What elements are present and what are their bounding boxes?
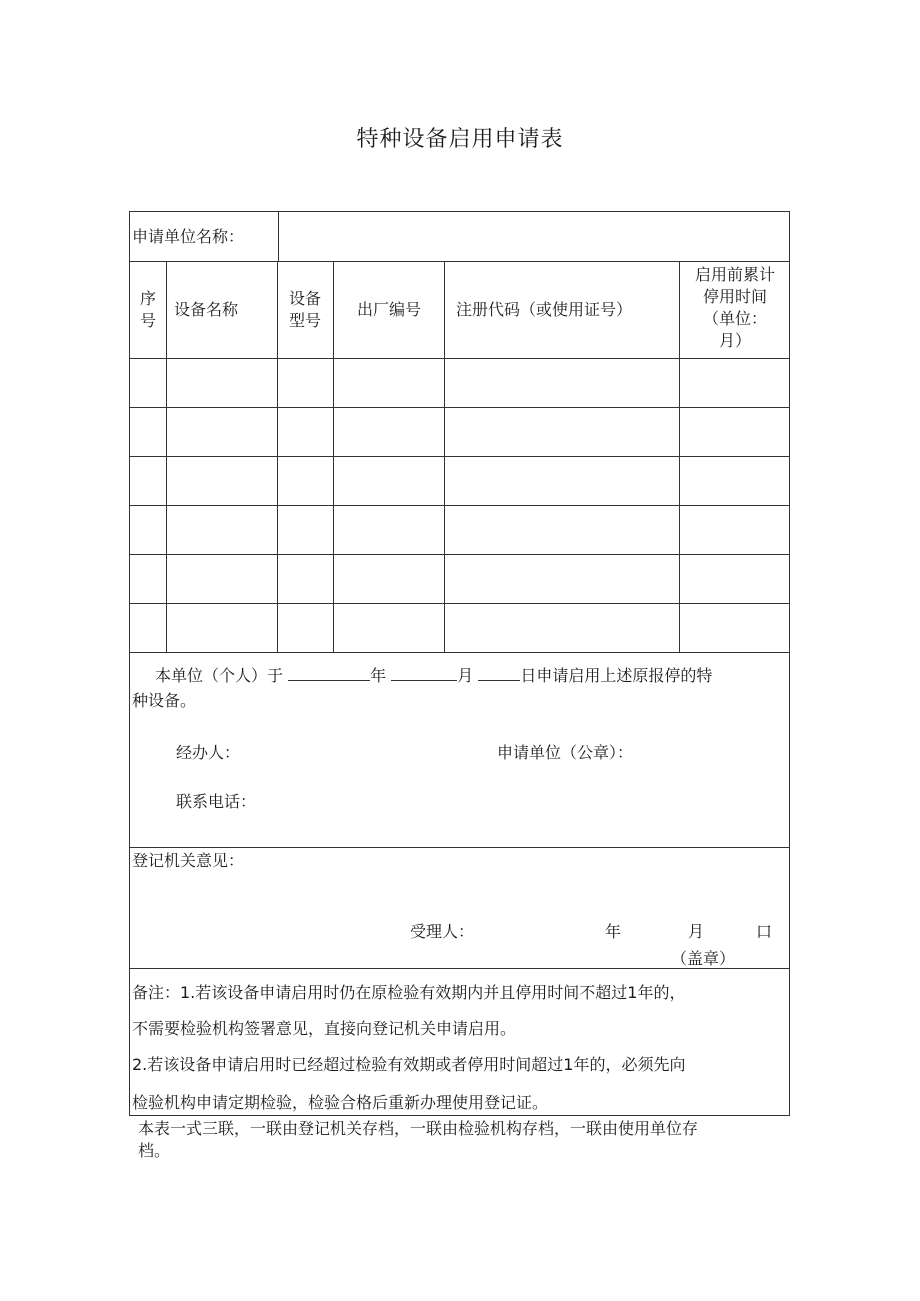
header-factory-number: 出厂编号 bbox=[356, 300, 421, 319]
divider bbox=[129, 456, 790, 457]
note-line: 2.若该设备申请启用时已经超过检验有效期或者停用时间超过1年的，必须先向 bbox=[132, 1055, 686, 1074]
divider bbox=[129, 603, 790, 604]
divider bbox=[129, 358, 790, 359]
header-idle-months-line: 停用时间 bbox=[702, 287, 767, 306]
header-idle-months-line: 月） bbox=[718, 331, 751, 350]
month-blank[interactable] bbox=[391, 664, 457, 681]
divider bbox=[129, 407, 790, 408]
registration-month: 月 bbox=[688, 922, 705, 941]
note-line: 不需要检验机构签署意见，直接向登记机关申请启用。 bbox=[132, 1019, 517, 1038]
header-idle-months-line: （单位： bbox=[702, 309, 767, 328]
footer-line: 本表一式三联，一联由登记机关存档，一联由检验机构存档，一联由使用单位存 bbox=[138, 1119, 699, 1138]
registration-day: 口 bbox=[756, 922, 773, 941]
header-device-model: 设备型号 bbox=[288, 289, 321, 330]
applicant-name-field[interactable] bbox=[280, 213, 788, 260]
stamp-label: （盖章） bbox=[671, 949, 736, 968]
year-blank[interactable] bbox=[288, 664, 370, 681]
note-line: 备注：1.若该设备申请启用时仍在原检验有效期内并且停用时间不超过1年的， bbox=[132, 983, 686, 1002]
month-label: 月 bbox=[457, 666, 474, 685]
handler-label: 经办人： bbox=[176, 743, 241, 762]
header-device-name: 设备名称 bbox=[173, 300, 238, 319]
declaration-lead: 本单位（个人）于 bbox=[155, 666, 284, 685]
contact-phone-label: 联系电话： bbox=[176, 792, 257, 811]
form-border-bottom bbox=[129, 1115, 790, 1116]
year-label: 年 bbox=[370, 666, 387, 685]
header-registration-code: 注册代码（或使用证号） bbox=[455, 300, 632, 319]
header-idle-months bbox=[680, 264, 790, 352]
page-title: 特种设备启用申请表 bbox=[356, 127, 564, 152]
divider bbox=[277, 261, 278, 652]
declaration-rest: 日申请启用上述原报停的特 bbox=[520, 666, 713, 685]
form-border-top bbox=[129, 211, 790, 212]
declaration-line-2: 种设备。 bbox=[132, 691, 197, 710]
divider bbox=[129, 554, 790, 555]
divider bbox=[129, 847, 790, 848]
divider bbox=[278, 211, 279, 261]
declaration-line bbox=[155, 664, 785, 687]
registration-opinion-label: 登记机关意见： bbox=[132, 851, 245, 870]
receiver-label: 受理人： bbox=[410, 922, 475, 941]
divider bbox=[129, 505, 790, 506]
applicant-name-label: 申请单位名称： bbox=[132, 227, 245, 246]
applicant-seal-label: 申请单位（公章）： bbox=[497, 743, 634, 762]
footer-line: 档。 bbox=[138, 1141, 171, 1160]
day-blank[interactable] bbox=[478, 664, 520, 681]
form-border-left bbox=[129, 211, 130, 1116]
header-idle-months-line: 启用前累计 bbox=[694, 265, 775, 284]
header-seq: 序号 bbox=[139, 289, 156, 330]
divider bbox=[129, 652, 790, 653]
note-line: 检验机构申请定期检验，检验合格后重新办理使用登记证。 bbox=[132, 1093, 549, 1112]
registration-year: 年 bbox=[605, 922, 622, 941]
